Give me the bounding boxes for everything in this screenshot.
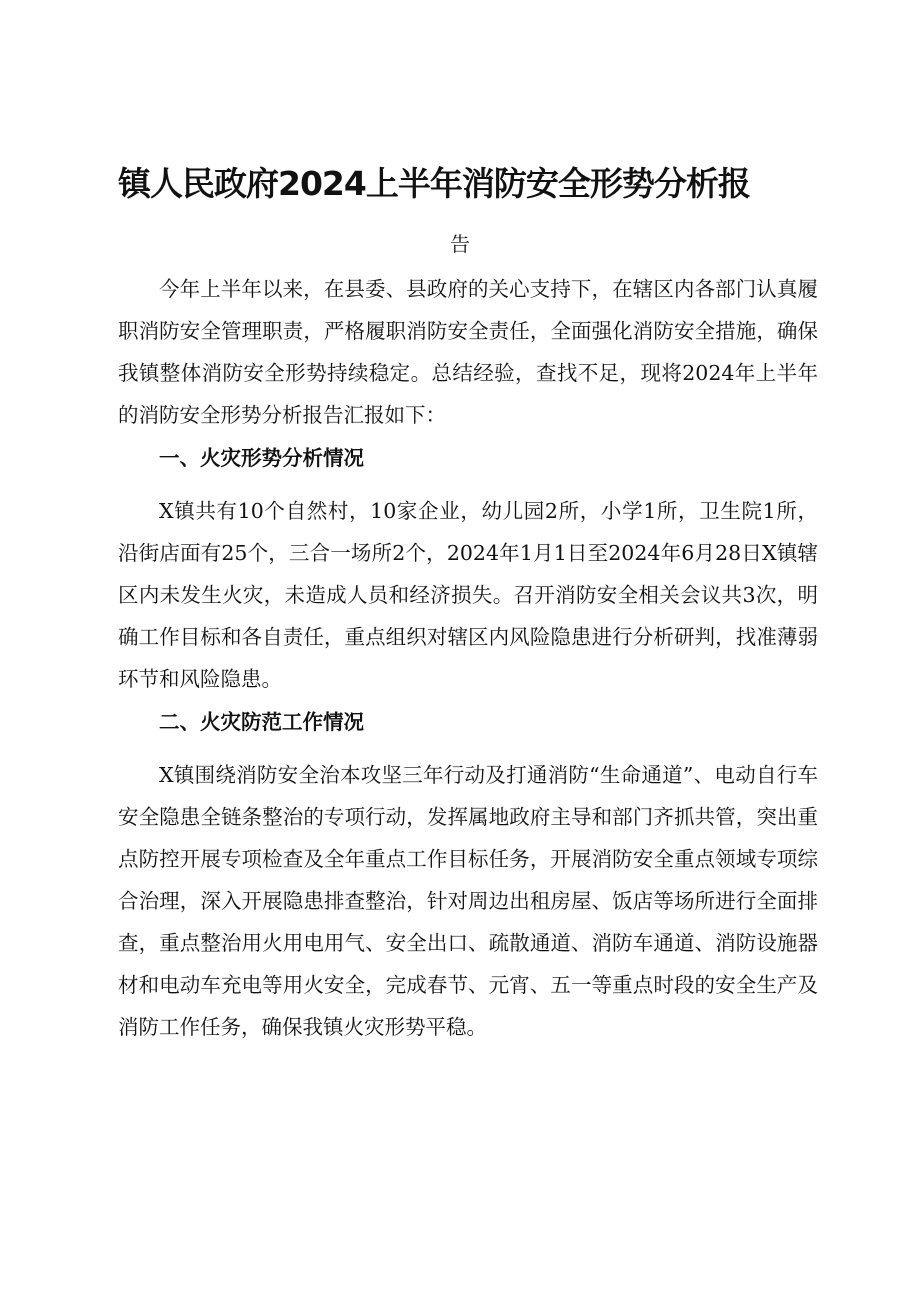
section-heading-fire-prevention: 二、火灾防范工作情况 bbox=[159, 710, 364, 734]
fire-situation-paragraph: X镇共有10个自然村，10家企业，幼儿园2所，小学1所，卫生院1所，沿街店面有25个，三合一场所2个，2024年1月1日至2024年6月28日X镇辖区内未发生火灾，未造成人员和经济损失。召开消防安全相关会议共3次，明确工作目标和各自责任，重点组织对辖区内风险隐患进行分析研判，找准薄弱环节和风险隐患。 bbox=[118, 499, 818, 691]
document-title-continuation: 告 bbox=[450, 232, 470, 256]
section-heading-fire-situation: 一、火灾形势分析情况 bbox=[159, 446, 364, 470]
document-title: 镇人民政府2024上半年消防安全形势分析报 bbox=[118, 164, 750, 203]
fire-prevention-paragraph: X镇围绕消防安全治本攻坚三年行动及打通消防“生命通道”、电动自行车安全隐患全链条整治的专项行动，发挥属地政府主导和部门齐抓共管，突出重点防控开展专项检查及全年重点工作目标任务，开展消防安全重点领域专项综合治理，深入开展隐患排查整治，针对周边出租房屋、饭店等场所进行全面排查，重点整治用火用电用气、安全出口、疏散通道、消防车通道、消防设施器材和电动车充电等用火安全，完成春节、元宵、五一等重点时段的安全生产及消防工作任务，确保我镇火灾形势平稳。 bbox=[118, 763, 818, 1039]
intro-paragraph: 今年上半年以来，在县委、县政府的关心支持下，在辖区内各部门认真履职消防安全管理职责，严格履职消防安全责任，全面强化消防安全措施，确保我镇整体消防安全形势持续稳定。总结经验，查找不足，现将2024年上半年的消防安全形势分析报告汇报如下： bbox=[118, 277, 818, 427]
